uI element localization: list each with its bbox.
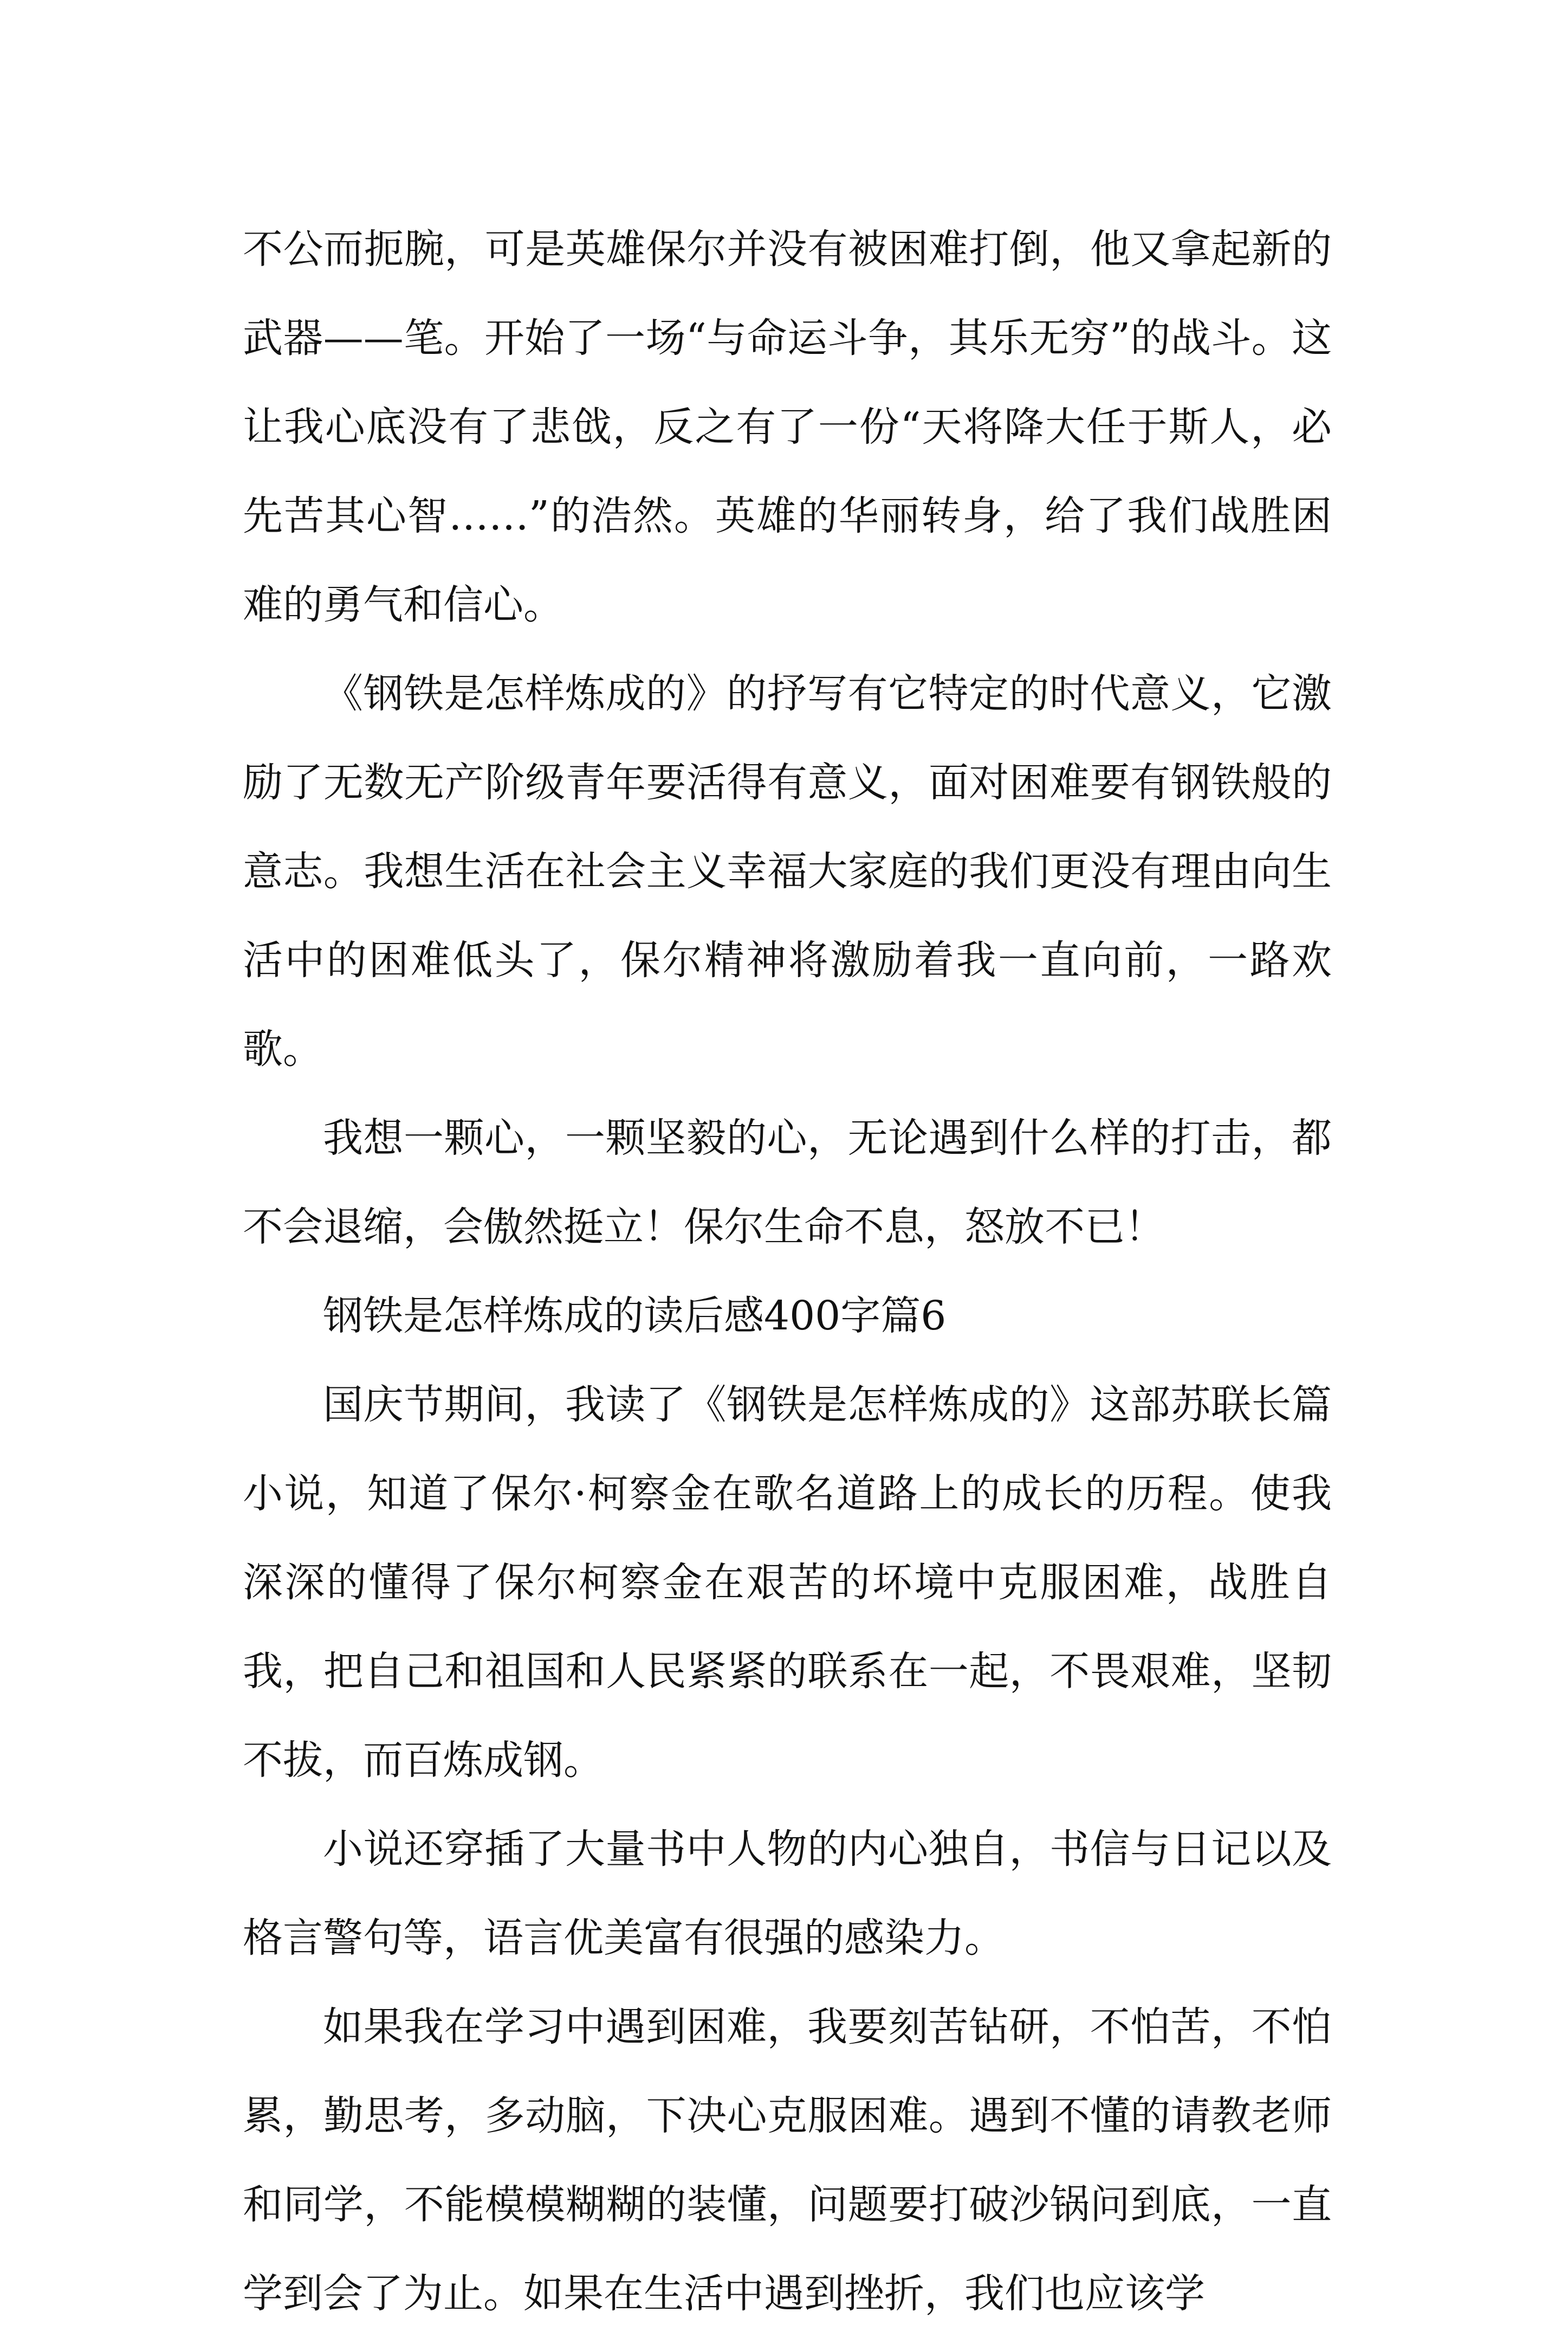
- paragraph-continued: 不公而扼腕，可是英雄保尔并没有被困难打倒，他又拿起新的武器——笔。开始了一场“与命运斗争，其乐无穷”的战斗。这让我心底没有了悲戗，反之有了一份“天将降大任于斯人，必先苦其心智……”的浩然。英雄的华丽转身，给了我们战胜困难的勇气和信心。: [243, 226, 1332, 628]
- paragraph: 《钢铁是怎样炼成的》的抒写有它特定的时代意义，它激励了无数无产阶级青年要活得有意义，面对困难要有钢铁般的意志。我想生活在社会主义幸福大家庭的我们更没有理由向生活中的困难低头了，保尔精神将激励着我一直向前，一路欢歌。: [243, 670, 1332, 1073]
- document-body: [243, 205, 1332, 2338]
- paragraph: 小说还穿插了大量书中人物的内心独自，书信与日记以及格言警句等，语言优美富有很强的感染力。: [243, 1826, 1332, 1961]
- paragraph: 如果我在学习中遇到困难，我要刻苦钻研，不怕苦，不怕累，勤思考，多动脑，下决心克服困难。遇到不懂的请教老师和同学，不能模模糊糊的装懂，问题要打破沙锅问到底，一直学到会了为止。如果在生活中遇到挫折，我们也应该学: [243, 2004, 1332, 2317]
- paragraph: 国庆节期间，我读了《钢铁是怎样炼成的》这部苏联长篇小说，知道了保尔·柯察金在歌名道路上的成长的历程。使我深深的懂得了保尔柯察金在艰苦的坏境中克服困难，战胜自我，把自己和祖国和人民紧紧的联系在一起，不畏艰难，坚韧不拔，而百炼成钢。: [243, 1381, 1332, 1784]
- paragraph: 我想一颗心，一颗坚毅的心，无论遇到什么样的打击，都不会退缩，会傲然挺立！保尔生命不息，怒放不已！: [243, 1115, 1332, 1250]
- section-heading: 钢铁是怎样炼成的读后感400字篇6: [323, 1293, 947, 1339]
